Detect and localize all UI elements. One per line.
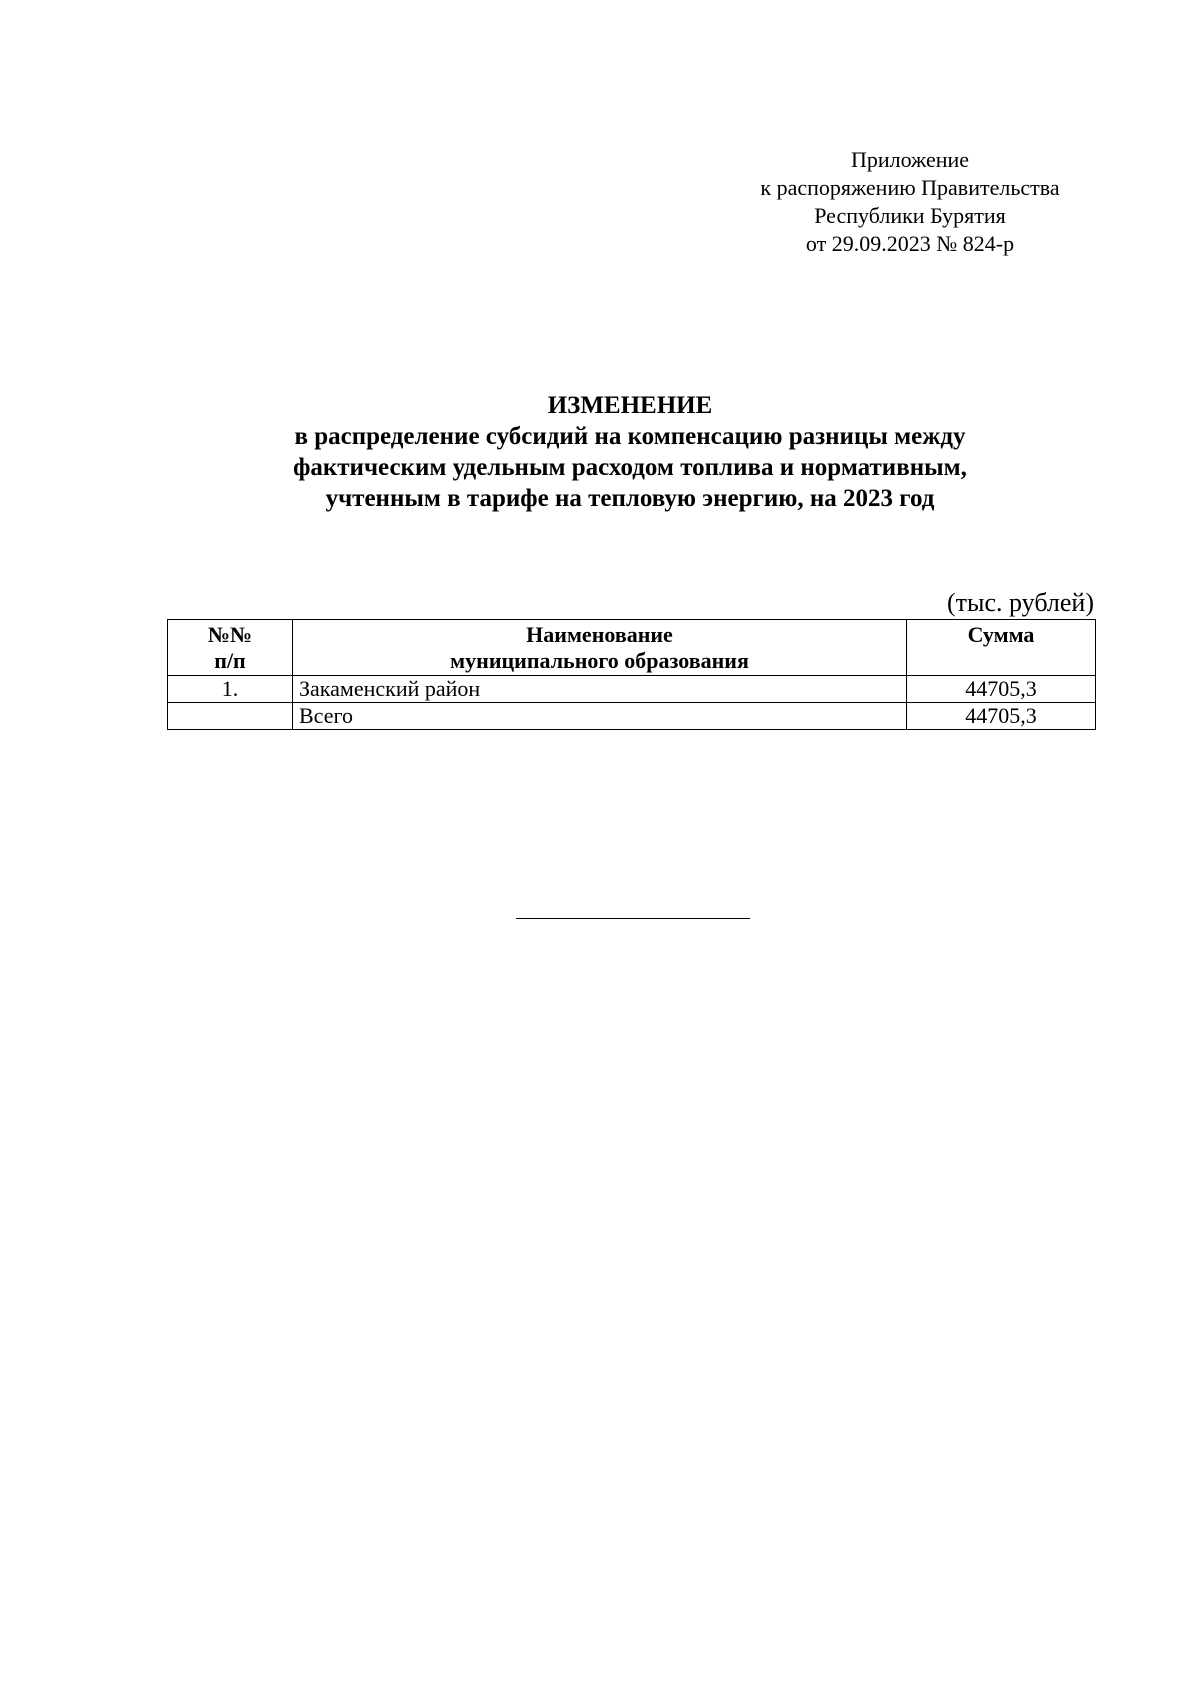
document-title bbox=[100, 390, 1160, 514]
title-line: учтенным в тарифе на тепловую энергию, на 2023 год bbox=[325, 485, 935, 512]
annex-line: Республики Бурятия bbox=[814, 203, 1006, 228]
allocation-table bbox=[167, 619, 1096, 730]
row-num bbox=[168, 703, 293, 730]
header-name bbox=[293, 620, 907, 676]
table-row-total bbox=[168, 703, 1096, 730]
row-sum: 44705,3 bbox=[907, 676, 1096, 703]
header-num-line2: п/п bbox=[214, 648, 246, 673]
annex-line: Приложение bbox=[850, 147, 970, 172]
end-separator-line bbox=[516, 918, 750, 919]
title-heading: ИЗМЕНЕНИЕ bbox=[547, 392, 713, 419]
annex-header bbox=[700, 146, 1120, 258]
header-sum-text: Сумма bbox=[967, 622, 1035, 647]
row-name: Всего bbox=[293, 703, 907, 730]
row-sum: 44705,3 bbox=[907, 703, 1096, 730]
header-num-line1: №№ bbox=[207, 622, 253, 647]
header-sum bbox=[907, 620, 1096, 676]
row-num: 1. bbox=[168, 676, 293, 703]
annex-line: от 29.09.2023 № 824-р bbox=[805, 231, 1015, 256]
row-name: Закаменский район bbox=[293, 676, 907, 703]
title-line: в распределение субсидий на компенсацию разницы между bbox=[294, 423, 966, 450]
header-name-line2: муниципального образования bbox=[450, 648, 749, 673]
header-num bbox=[168, 620, 293, 676]
title-line: фактическим удельным расходом топлива и нормативным, bbox=[293, 454, 967, 481]
table-header-row bbox=[168, 620, 1096, 676]
annex-line: к распоряжению Правительства bbox=[760, 175, 1060, 200]
table-row bbox=[168, 676, 1096, 703]
header-name-line1: Наименование bbox=[526, 622, 673, 647]
unit-note: (тыс. рублей) bbox=[946, 588, 1094, 617]
